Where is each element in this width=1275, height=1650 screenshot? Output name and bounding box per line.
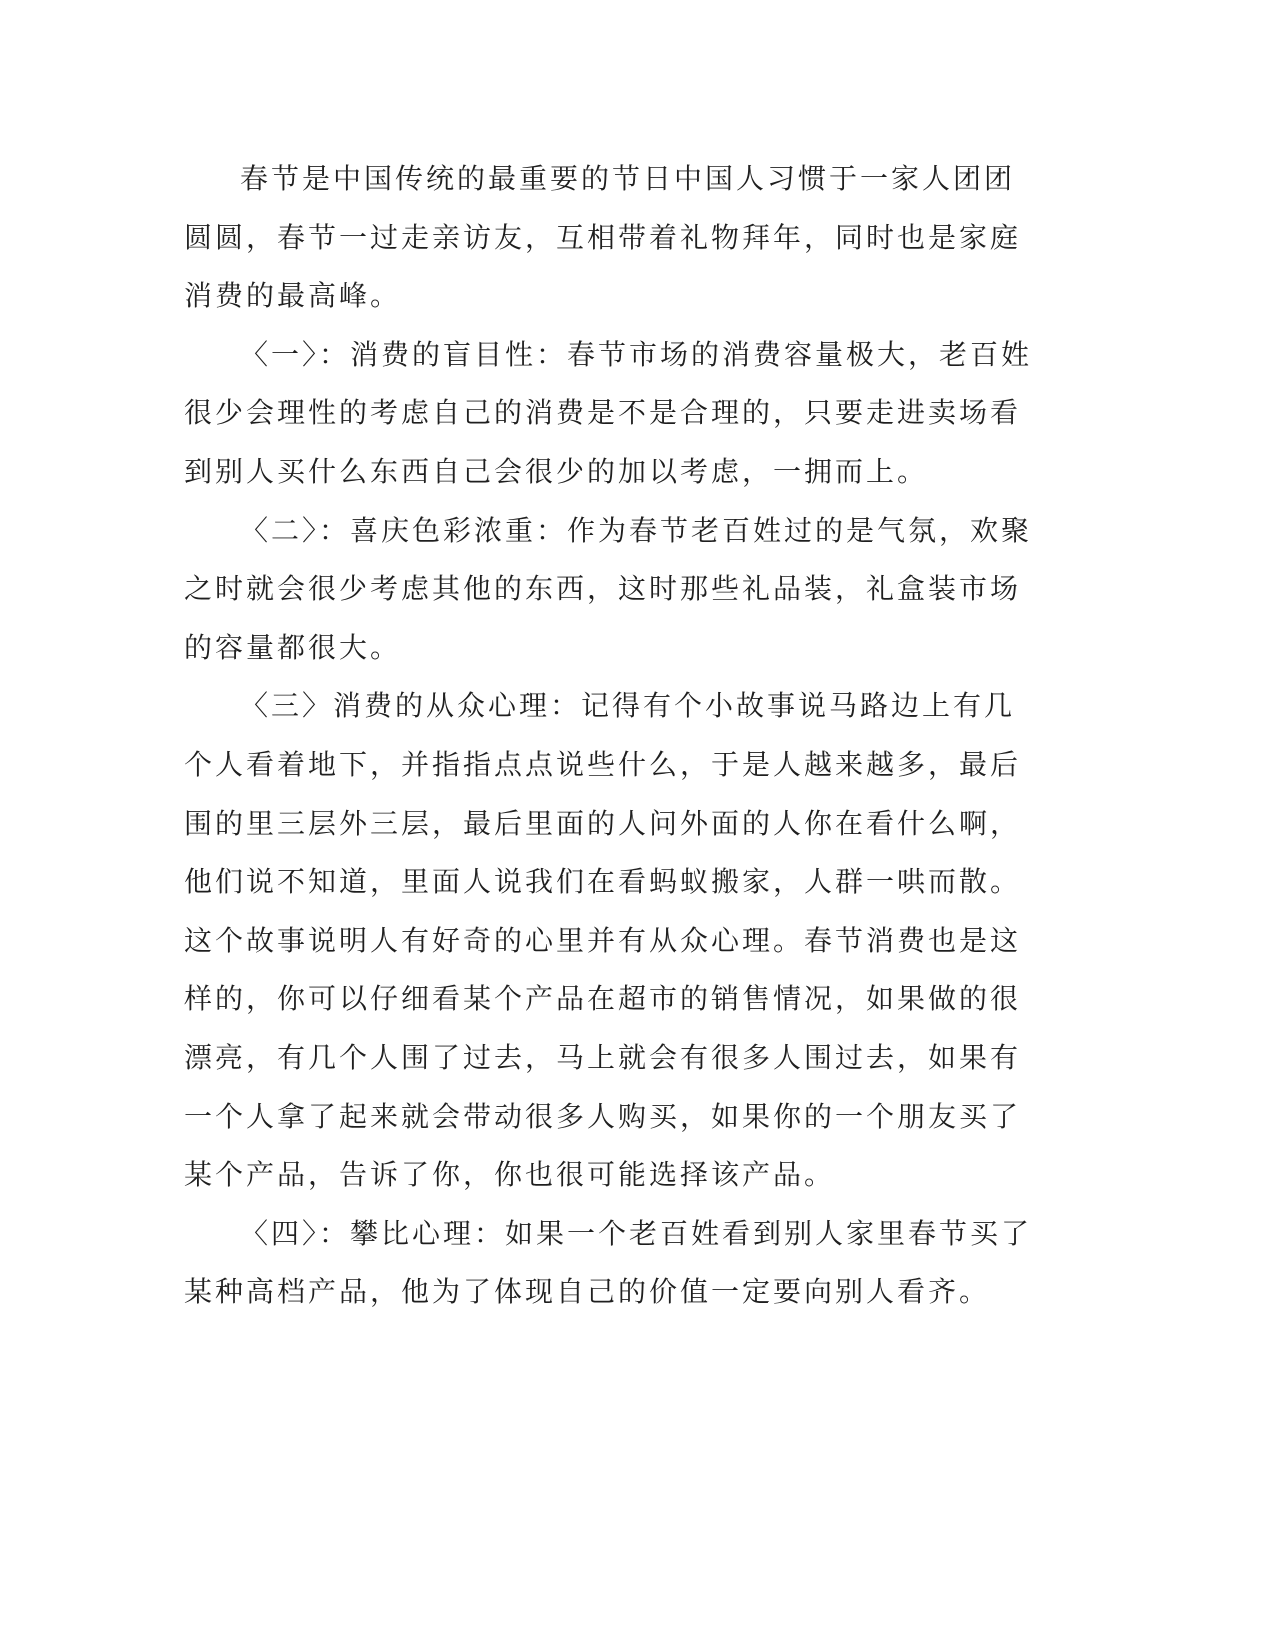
paragraph-point-2: 〈二〉：喜庆色彩浓重：作为春节老百姓过的是气氛，欢聚之时就会很少考虑其他的东西，这时那些礼品装，礼盒装市场的容量都很大。	[184, 513, 1033, 664]
paragraph-point-4: 〈四〉：攀比心理：如果一个老百姓看到别人家里春节买了某种高档产品，他为了体现自己的价值一定要向别人看齐。	[184, 1216, 1033, 1309]
document-body	[184, 150, 1044, 1322]
paragraph-point-3: 〈三〉消费的从众心理：记得有个小故事说马路边上有几个人看着地下，并指指点点说些什么，于是人越来越多，最后围的里三层外三层，最后里面的人问外面的人你在看什么啊，他们说不知道，里面人说我们在看蚂蚁搬家，人群一哄而散。这个故事说明人有好奇的心里并有从众心理。春节消费也是这样的，你可以仔细看某个产品在超市的销售情况，如果做的很漂亮，有几个人围了过去，马上就会有很多人围过去，如果有一个人拿了起来就会带动很多人购买，如果你的一个朋友买了某个产品，告诉了你，你也很可能选择该产品。	[184, 689, 1022, 1192]
paragraph-intro: 春节是中国传统的最重要的节日中国人习惯于一家人团团圆圆，春节一过走亲访友，互相带着礼物拜年，同时也是家庭消费的最高峰。	[184, 162, 1022, 313]
paragraph-point-1: 〈一〉：消费的盲目性：春节市场的消费容量极大，老百姓很少会理性的考虑自己的消费是不是合理的，只要走进卖场看到别人买什么东西自己会很少的加以考虑，一拥而上。	[184, 337, 1033, 488]
